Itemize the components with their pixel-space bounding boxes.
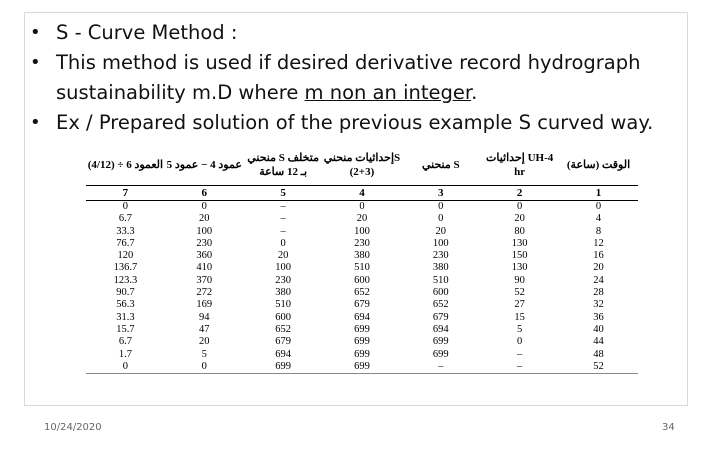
table-cell: 699 — [432, 336, 449, 348]
table-cell: 699 — [354, 348, 370, 360]
table-cell: 6.7 — [118, 336, 132, 348]
table-cell: 24 — [593, 274, 604, 286]
table-row — [86, 361, 638, 374]
table-row — [86, 287, 638, 299]
bullet-text — [56, 48, 710, 108]
bullet-item — [30, 48, 710, 108]
table-cell: 510 — [275, 299, 291, 311]
table-cell: 8 — [595, 225, 602, 237]
table-cell: 20 — [199, 213, 210, 225]
column-index: 5 — [244, 186, 323, 201]
table-cell: 0 — [517, 336, 523, 348]
table-cell: 16 — [593, 250, 604, 262]
column-index-row — [86, 186, 638, 201]
bullet-text: Ex / Prepared solution of the previous example S curved way. — [56, 111, 654, 134]
column-index: 6 — [165, 186, 244, 201]
table-cell: 80 — [514, 225, 525, 237]
table-row — [86, 349, 638, 361]
table-cell: 699 — [354, 323, 370, 335]
table-cell: 40 — [593, 323, 604, 335]
table-cell: 370 — [196, 274, 213, 286]
table-cell: 100 — [196, 225, 213, 237]
table-cell: – — [480, 361, 559, 374]
table-cell: 94 — [199, 311, 210, 323]
table-cell: 0 — [165, 361, 244, 374]
table-cell: 100 — [432, 237, 449, 249]
slide-date: 10/24/2020 — [44, 422, 102, 433]
table-cell: 6.7 — [118, 213, 132, 225]
table-cell: 694 — [432, 323, 449, 335]
table-row — [86, 201, 638, 214]
table-cell: 20 — [593, 262, 604, 274]
table-row — [86, 324, 638, 336]
table-cell: – — [517, 348, 523, 360]
table-cell: 380 — [354, 250, 370, 262]
table-cell: 20 — [514, 213, 525, 225]
table-cell: 0 — [201, 201, 207, 212]
table-cell: 100 — [354, 225, 370, 237]
table-header-row — [86, 145, 638, 186]
table-cell: 699 — [323, 361, 402, 374]
table-cell: 150 — [511, 250, 528, 262]
table-cell: 360 — [196, 250, 213, 262]
table-cell: 230 — [275, 274, 291, 286]
table-cell: 15.7 — [116, 323, 135, 335]
table-cell: 600 — [432, 287, 449, 299]
table-cell: 20 — [277, 250, 289, 262]
table-cell: 36 — [593, 311, 604, 323]
table-cell: 652 — [275, 323, 291, 335]
table-cell: 0 — [517, 201, 523, 212]
bullet-text-main: This method is used if desired derivative record hydrograph sustainability m.D where — [56, 51, 641, 104]
table-cell: 679 — [432, 311, 449, 323]
table-cell: 20 — [199, 336, 210, 348]
table-row — [86, 238, 638, 250]
table-cell: 0 — [122, 201, 129, 212]
table-cell: 123.3 — [113, 274, 138, 286]
table-cell: 27 — [514, 299, 525, 311]
column-index: 4 — [323, 186, 402, 201]
table-cell: 47 — [199, 323, 210, 335]
table-cell: 130 — [511, 237, 528, 249]
column-header: إحداثيات منحنيS (2+3) — [323, 145, 402, 186]
table-cell: 48 — [593, 348, 604, 360]
table-cell: 679 — [275, 336, 291, 348]
table-cell: 5 — [201, 348, 207, 360]
table-cell: 699 — [354, 336, 370, 348]
table-cell: 52 — [559, 361, 638, 374]
table-cell: 380 — [432, 262, 449, 274]
table-cell: 694 — [354, 311, 370, 323]
column-header: منحني S متخلف بـ 12 ساعة — [244, 145, 323, 186]
bullet-dot-icon: • — [30, 112, 41, 133]
table-cell: 32 — [593, 299, 604, 311]
table-cell: – — [280, 213, 286, 225]
bullet-dot-icon: • — [30, 52, 41, 73]
table-row — [86, 275, 638, 287]
table-cell: 694 — [275, 348, 291, 360]
table-cell: 0 — [595, 201, 602, 212]
table-cell: 510 — [432, 274, 449, 286]
column-index: 7 — [86, 186, 165, 201]
table-cell: 4 — [595, 213, 602, 225]
table-cell: 510 — [354, 262, 370, 274]
s-curve-table — [86, 145, 638, 374]
table-cell: 230 — [432, 250, 449, 262]
column-index: 2 — [480, 186, 559, 201]
table-cell: 699 — [244, 361, 323, 374]
bullet-item — [30, 18, 710, 48]
table-cell: 90 — [514, 274, 525, 286]
table-cell: 44 — [593, 336, 604, 348]
column-index: 1 — [559, 186, 638, 201]
table-cell: 0 — [438, 213, 444, 225]
table-cell: 679 — [354, 299, 370, 311]
column-header: العمود 6 ÷ (4/12) — [86, 145, 165, 186]
table-cell: 600 — [275, 311, 291, 323]
table-row — [86, 312, 638, 324]
column-header: الوقت (ساعة) — [559, 145, 638, 186]
bullet-dot-icon: • — [30, 22, 41, 43]
table-cell: 28 — [593, 287, 604, 299]
table-cell: 0 — [438, 201, 444, 212]
table-cell: 699 — [432, 348, 449, 360]
table-row — [86, 299, 638, 311]
table-cell: 120 — [117, 250, 134, 262]
table-row — [86, 213, 638, 225]
table-cell: – — [280, 201, 286, 212]
table-row — [86, 250, 638, 262]
table-cell: 33.3 — [116, 225, 135, 237]
bullet-underlined-text: m non an integer — [304, 81, 472, 104]
table-cell: 90.7 — [116, 287, 135, 299]
table-body — [86, 186, 638, 374]
table-cell: – — [280, 225, 286, 237]
table-cell: – — [401, 361, 480, 374]
column-header: منحني S — [401, 145, 480, 186]
column-index: 3 — [401, 186, 480, 201]
table-cell: 169 — [196, 299, 213, 311]
bullet-list — [30, 18, 710, 138]
table-cell: 410 — [196, 262, 213, 274]
table-cell: 52 — [514, 287, 525, 299]
slide-page-number: 34 — [662, 422, 675, 433]
table-cell: 5 — [517, 323, 523, 335]
table-row — [86, 262, 638, 274]
table-cell: 0 — [359, 201, 365, 212]
table-cell: 31.3 — [116, 311, 135, 323]
table-row — [86, 226, 638, 238]
table-cell: 600 — [354, 274, 370, 286]
table-cell: 652 — [354, 287, 370, 299]
table-cell: 0 — [280, 237, 286, 249]
table-cell: 230 — [354, 237, 370, 249]
table-cell: 1.7 — [118, 348, 132, 360]
table-cell: 136.7 — [113, 262, 138, 274]
bullet-text: S - Curve Method : — [56, 21, 238, 44]
table-cell: 380 — [275, 287, 291, 299]
table-cell: 652 — [432, 299, 449, 311]
table-cell: 100 — [275, 262, 291, 274]
table-row — [86, 336, 638, 348]
column-header: عمود 4 − عمود 5 — [165, 145, 244, 186]
table-cell: 56.3 — [116, 299, 135, 311]
column-header: إحداثيات UH-4 hr — [480, 145, 559, 186]
bullet-tail: . — [471, 81, 478, 104]
table-cell: 12 — [593, 237, 604, 249]
table-cell: 76.7 — [116, 237, 135, 249]
bullet-item — [30, 108, 710, 138]
table-cell: 0 — [86, 361, 165, 374]
table-cell: 130 — [511, 262, 528, 274]
table-cell: 20 — [356, 213, 368, 225]
table-cell: 20 — [435, 225, 447, 237]
table-cell: 15 — [514, 311, 525, 323]
table-cell: 230 — [196, 237, 213, 249]
table-cell: 272 — [196, 287, 213, 299]
